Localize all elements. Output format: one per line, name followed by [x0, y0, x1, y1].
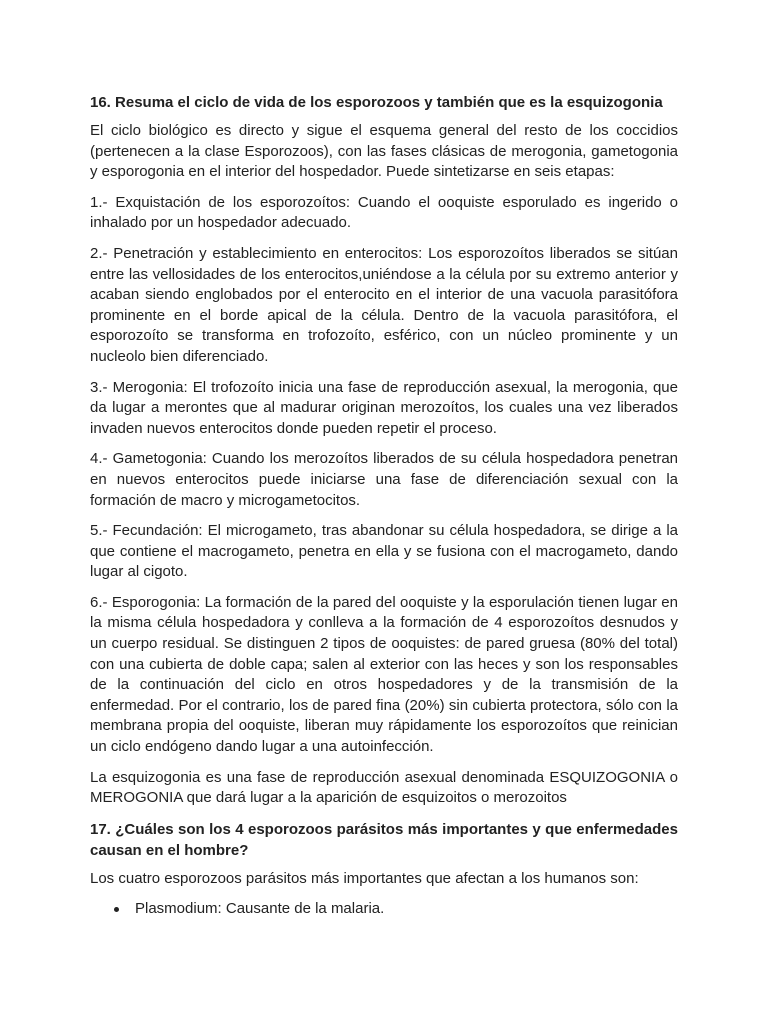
q16-step-4-paragraph: 4.- Gametogonia: Cuando los merozoítos liberados de su célula hospedadora penetran en nuevos enterocitos puede iniciarse una fase de diferenciación sexual con la formación de macro y microgametocitos. — [90, 450, 678, 509]
document-page — [90, 92, 678, 920]
q16-step-3-paragraph: 3.- Merogonia: El trofozoíto inicia una fase de reproducción asexual, la merogonia, que da lugar a merontes que al madurar originan merozoítos, los cuales una vez liberados invaden nuevos enterocitos donde pueden repetir el proceso. — [90, 378, 678, 437]
list-item — [90, 899, 678, 920]
list-item-text: Plasmodium: Causante de la malaria. — [135, 900, 385, 918]
q17-intro-paragraph: Los cuatro esporozoos parásitos más importantes que afectan a los humanos son: — [90, 869, 639, 887]
q16-step-2-paragraph: 2.- Penetración y establecimiento en enterocitos: Los esporozoítos liberados se sitúan entre las vellosidades de los enterocitos,uniéndose a la célula por su extremo anterior y acaban siendo englobados por el enterocito en el interior de una vacuola parasitófora prominente en el borde apical de la célula. Dentro de la vacuola parasitófora, el esporozoíto se transforma en trofozoíto, esférico, con un núcleo prominente y un nucleolo bien diferenciado. — [90, 244, 678, 365]
q16-step-1-paragraph: 1.- Exquistación de los esporozoítos: Cuando el ooquiste esporulado es ingerido o inhalado por un hospedador adecuado. — [90, 193, 678, 232]
bullet-icon — [114, 907, 119, 912]
q16-step-6-paragraph: 6.- Esporogonia: La formación de la pared del ooquiste y la esporulación tienen lugar en la misma célula hospedadora y conlleva a la formación de 4 esporozoítos desnudos y un cuerpo residual. Se distinguen 2 tipos de ooquistes: de pared gruesa (80% del total) con una cubierta de doble capa; salen al exterior con las heces y son los responsables de la continuación del ciclo en otros hospedadores y de la transmisión de la enfermedad. Por el contrario, los de pared fina (20%) sin cubierta protectora, sólo con la membrana propia del ooquiste, liberan muy rápidamente los esporozoítos que reinician un ciclo endógeno dando lugar a una autoinfección. — [90, 593, 678, 756]
q17-bullet-list — [90, 899, 678, 920]
question-16-heading: 16. Resuma el ciclo de vida de los esporozoos y también que es la esquizogonia — [90, 94, 663, 111]
question-17-heading: 17. ¿Cuáles son los 4 esporozoos parásitos más importantes y que enfermedades causan en el hombre? — [90, 820, 678, 859]
q16-intro-paragraph: El ciclo biológico es directo y sigue el esquema general del resto de los coccidios (pertenecen a la clase Esporozoos), con las fases clásicas de merogonia, gametogonia y esporogonia en el interior del hospedador. Puede sintetizarse en seis etapas: — [90, 122, 678, 181]
q16-esquizogonia-paragraph: La esquizogonia es una fase de reproducción asexual denominada ESQUIZOGONIA o MEROGONIA que dará lugar a la aparición de esquizoitos o merozoitos — [90, 768, 678, 807]
q16-step-5-paragraph: 5.- Fecundación: El microgameto, tras abandonar su célula hospedadora, se dirige a la que contiene el macrogameto, penetra en ella y se fusiona con el macrogameto, dando lugar al cigoto. — [90, 522, 678, 581]
